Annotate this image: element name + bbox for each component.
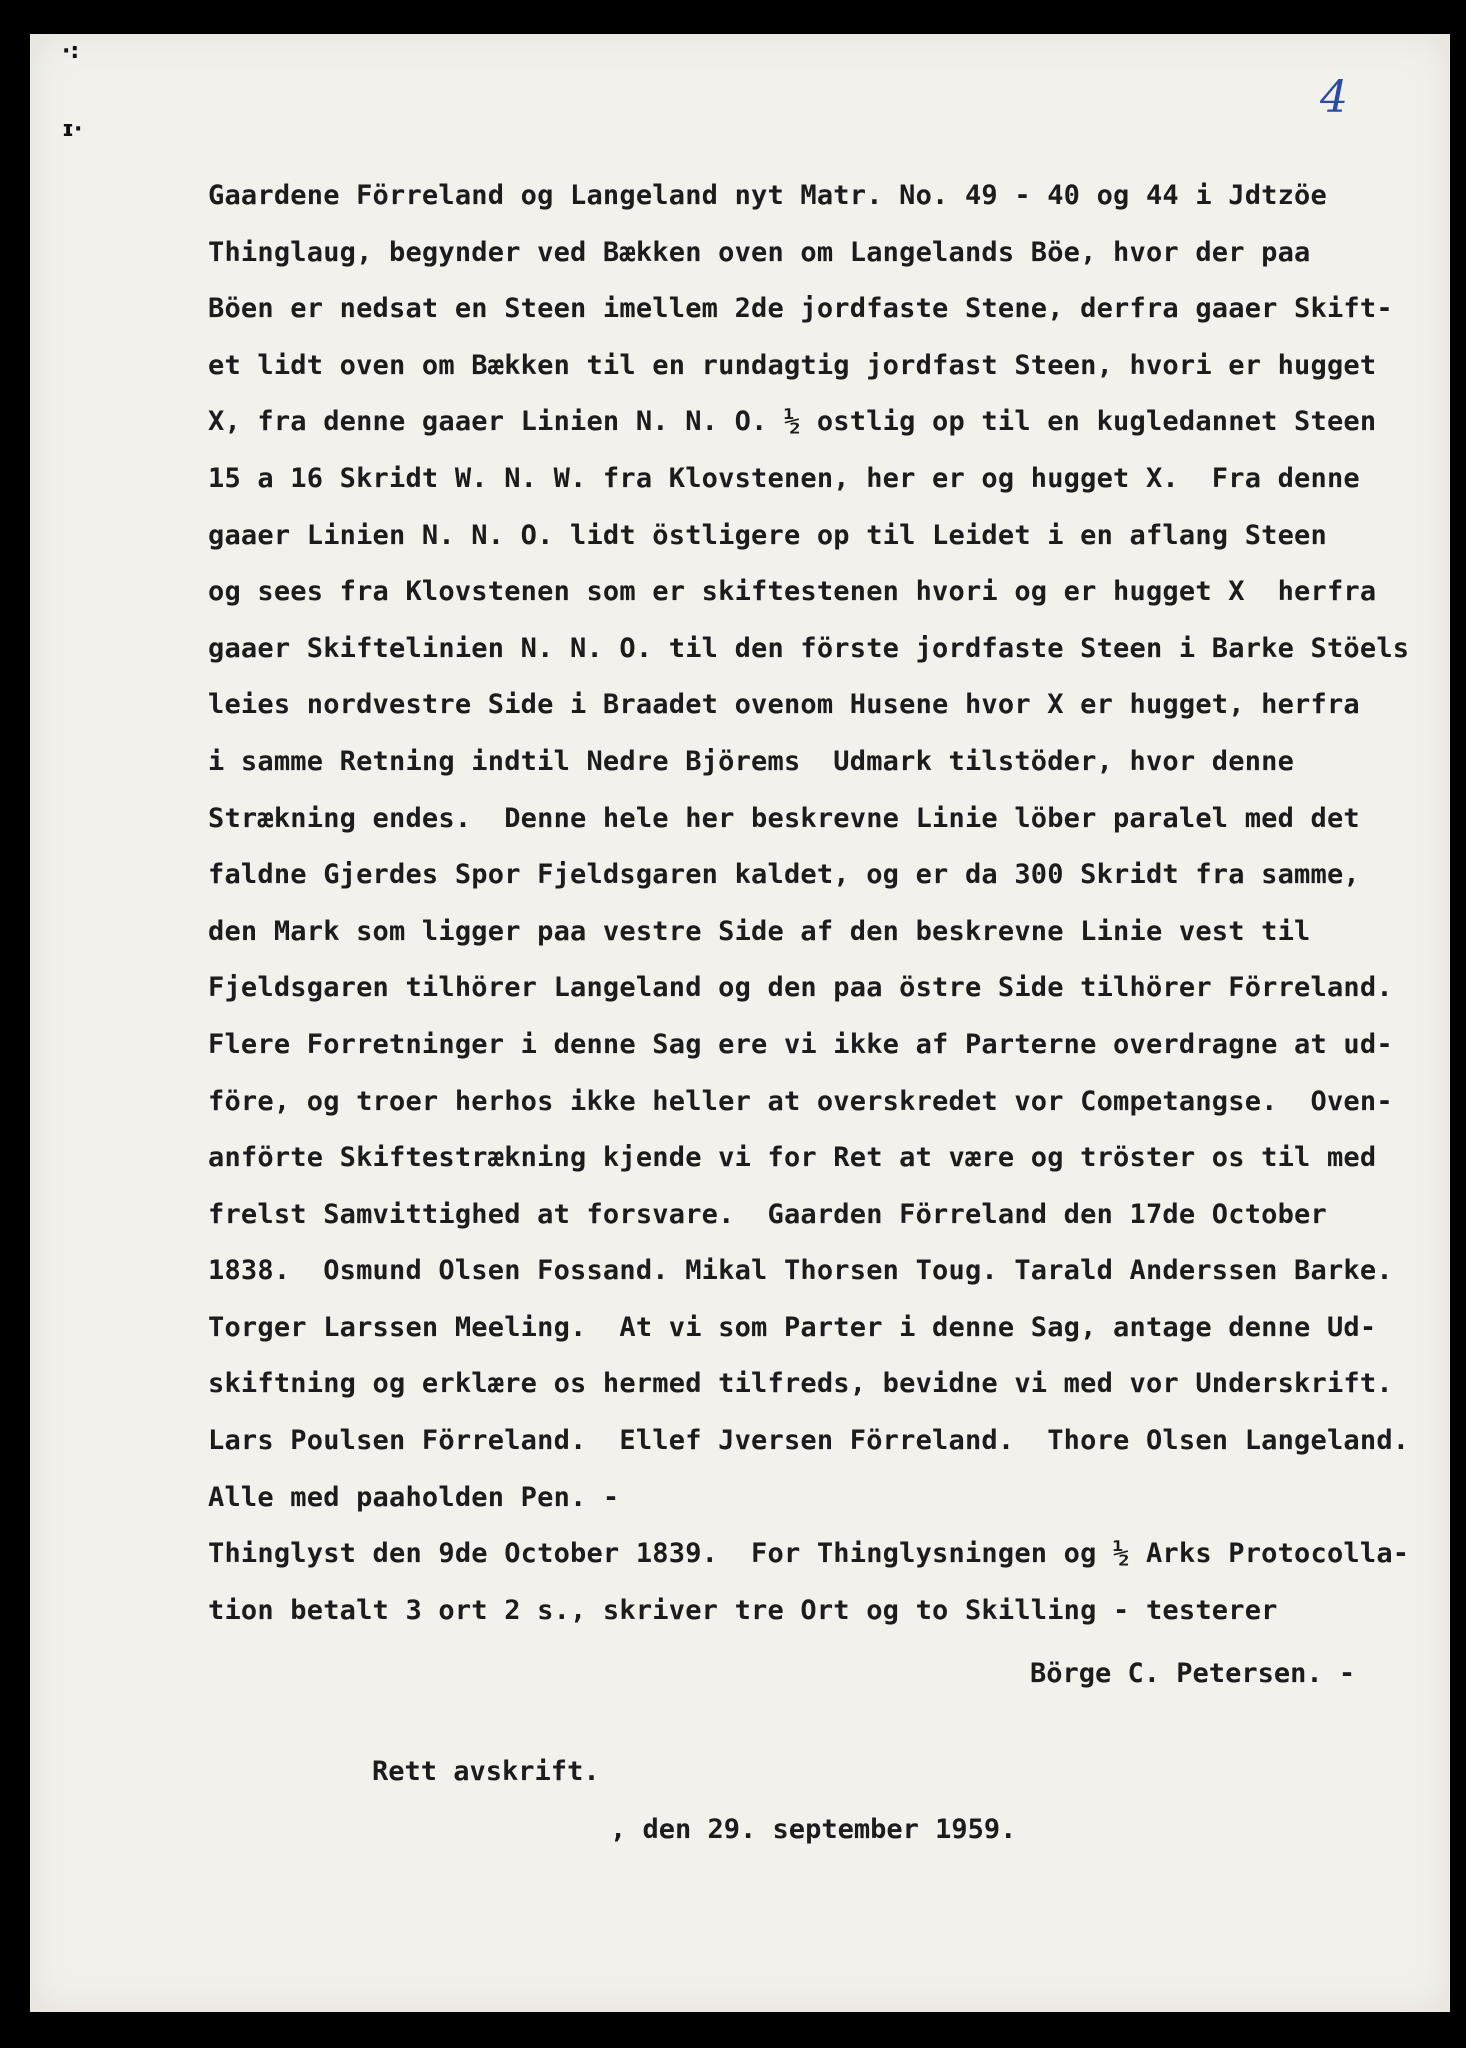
text-line: i samme Retning indtil Nedre Björems Udmark tilstöder, hvor denne — [208, 745, 1295, 777]
text-line: Flere Forretninger i denne Sag ere vi ikke af Parterne overdragne at ud- — [208, 1028, 1393, 1060]
text-line: Fjeldsgaren tilhörer Langeland og den paa östre Side tilhörer Förreland. — [208, 972, 1393, 1004]
text-line: Strækning endes. Denne hele her beskrevne Linie löber paralel med det — [208, 802, 1360, 834]
text-line: Böen er nedsat en Steen imellem 2de jordfaste Stene, derfra gaaer Skift- — [208, 293, 1393, 325]
text-line: anförte Skiftestrækning kjende vi for Ret at være og tröster os til med — [208, 1142, 1377, 1174]
text-line: Torger Larssen Meeling. At vi som Parter i denne Sag, antage denne Ud- — [208, 1311, 1377, 1343]
text-line: före, og troer herhos ikke heller at overskredet vor Competangse. Oven- — [208, 1085, 1393, 1117]
punch-hole-mark: ·: — [62, 39, 80, 64]
text-line: 1838. Osmund Olsen Fossand. Mikal Thorsen Toug. Tarald Anderssen Barke. — [208, 1255, 1393, 1287]
text-line: tion betalt 3 ort 2 s., skriver tre Ort og to Skilling - testerer — [208, 1594, 1278, 1626]
text-line: skiftning og erklære os hermed tilfreds, bevidne vi med vor Underskrift. — [208, 1368, 1393, 1400]
text-line: og sees fra Klovstenen som er skiftestenen hvori og er hugget X herfra — [208, 576, 1377, 608]
text-line: Lars Poulsen Förreland. Ellef Jversen Förreland. Thore Olsen Langeland. — [208, 1425, 1410, 1457]
text-line: Thinglyst den 9de October 1839. For Thinglysningen og ½ Arks Protocolla- — [208, 1538, 1410, 1570]
signature-line: Börge C. Petersen. - — [1030, 1658, 1356, 1689]
text-line: den Mark som ligger paa vestre Side af den beskrevne Linie vest til — [208, 915, 1311, 947]
typed-body-text — [208, 168, 1428, 1639]
certified-copy-note: Rett avskrift. — [372, 1756, 600, 1787]
page-number: 4 — [1320, 72, 1348, 123]
text-line: frelst Samvittighed at forsvare. Gaarden Förreland den 17de October — [208, 1198, 1327, 1230]
text-line: 15 a 16 Skridt W. N. W. fra Klovstenen, her er og hugget X. Fra denne — [208, 462, 1360, 494]
text-line: et lidt oven om Bækken til en rundagtig jordfast Steen, hvori er hugget — [208, 349, 1377, 381]
text-line: Gaardene Förreland og Langeland nyt Matr. No. 49 - 40 og 44 i Jdtzöe — [208, 180, 1327, 211]
text-line: leies nordvestre Side i Braadet ovenom Husene hvor X er hugget, herfra — [208, 689, 1360, 721]
text-line: faldne Gjerdes Spor Fjeldsgaren kaldet, og er da 300 Skridt fra samme, — [208, 859, 1360, 891]
copy-date: , den 29. september 1959. — [610, 1814, 1017, 1845]
punch-hole-mark: ɪ· — [62, 117, 83, 142]
text-line: gaaer Skiftelinien N. N. O. til den förste jordfaste Steen i Barke Stöels — [208, 632, 1410, 664]
text-line: Thinglaug, begynder ved Bækken oven om Langelands Böe, hvor der paa — [208, 236, 1311, 268]
text-line: X, fra denne gaaer Linien N. N. O. ½ ostlig op til en kugledannet Steen — [208, 406, 1377, 438]
text-line: gaaer Linien N. N. O. lidt östligere op til Leidet i en aflang Steen — [208, 519, 1327, 551]
text-line: Alle med paaholden Pen. - — [208, 1481, 620, 1513]
